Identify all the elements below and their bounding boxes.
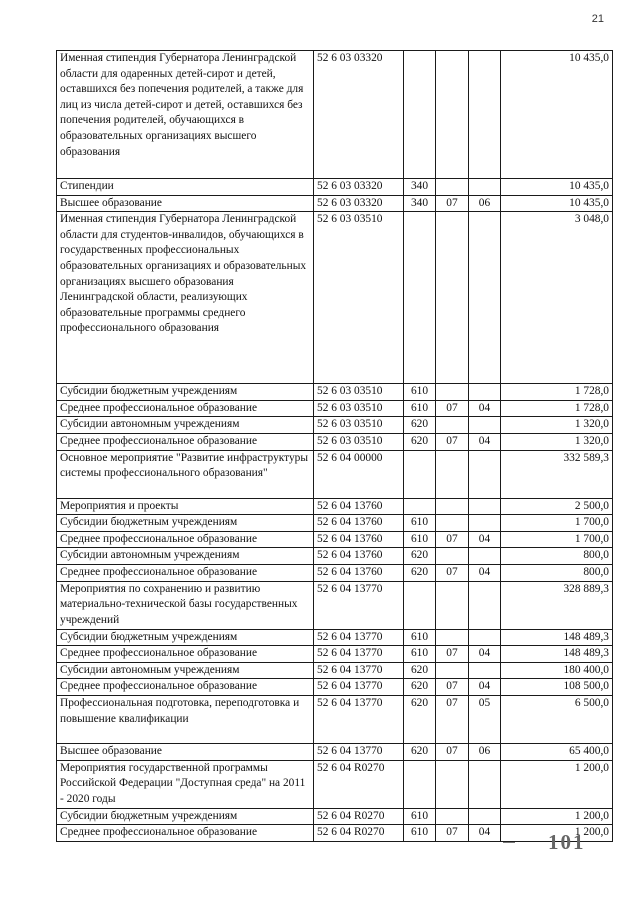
- cell-section: 07: [436, 825, 469, 842]
- cell-name: Мероприятия и проекты: [57, 498, 314, 515]
- cell-section: [436, 662, 469, 679]
- cell-target-article: 52 6 04 13760: [314, 531, 404, 548]
- cell-name: Субсидии автономным учреждениям: [57, 662, 314, 679]
- cell-subsection: 05: [469, 695, 501, 743]
- table-row: [57, 498, 613, 515]
- cell-target-article: 52 6 04 13760: [314, 548, 404, 565]
- cell-section: 07: [436, 679, 469, 696]
- cell-amount: 332 589,3: [501, 450, 613, 498]
- cell-name: Именная стипендия Губернатора Ленинградской области для студентов-инвалидов, обучающихся в государственных профессиональных образовательных организациях и образовательных организациях высшего образования Ленинградской области, реализующих образовательные программы среднего профессионального образования: [57, 212, 314, 384]
- cell-subsection: [469, 581, 501, 629]
- table-row: [57, 760, 613, 808]
- cell-subsection: [469, 629, 501, 646]
- cell-subsection: 04: [469, 825, 501, 842]
- cell-amount: 148 489,3: [501, 646, 613, 663]
- table-row: [57, 531, 613, 548]
- cell-section: 07: [436, 433, 469, 450]
- cell-target-article: 52 6 04 13770: [314, 743, 404, 760]
- cell-expense-type: 340: [404, 195, 436, 212]
- cell-amount: 10 435,0: [501, 51, 613, 179]
- cell-name: Стипендии: [57, 179, 314, 196]
- cell-section: [436, 51, 469, 179]
- cell-expense-type: 620: [404, 743, 436, 760]
- cell-amount: 800,0: [501, 564, 613, 581]
- cell-target-article: 52 6 04 13770: [314, 581, 404, 629]
- cell-section: [436, 450, 469, 498]
- cell-amount: 800,0: [501, 548, 613, 565]
- cell-target-article: 52 6 03 03320: [314, 179, 404, 196]
- cell-subsection: [469, 515, 501, 532]
- cell-name: Основное мероприятие "Развитие инфраструктуры системы профессионального образования": [57, 450, 314, 498]
- cell-name: Субсидии бюджетным учреждениям: [57, 629, 314, 646]
- cell-target-article: 52 6 04 13770: [314, 646, 404, 663]
- cell-section: 07: [436, 743, 469, 760]
- cell-section: 07: [436, 400, 469, 417]
- cell-section: [436, 212, 469, 384]
- cell-section: [436, 760, 469, 808]
- table-row: [57, 515, 613, 532]
- cell-name: Среднее профессиональное образование: [57, 679, 314, 696]
- cell-amount: 1 320,0: [501, 433, 613, 450]
- cell-expense-type: 620: [404, 695, 436, 743]
- stamp-number: 101: [548, 830, 586, 854]
- table-row: [57, 548, 613, 565]
- table-row: [57, 662, 613, 679]
- cell-expense-type: [404, 51, 436, 179]
- cell-amount: 328 889,3: [501, 581, 613, 629]
- table-row: [57, 195, 613, 212]
- cell-expense-type: [404, 450, 436, 498]
- cell-subsection: 04: [469, 646, 501, 663]
- table-row: [57, 564, 613, 581]
- cell-subsection: [469, 760, 501, 808]
- cell-subsection: 04: [469, 531, 501, 548]
- cell-section: 07: [436, 531, 469, 548]
- cell-section: 07: [436, 564, 469, 581]
- cell-amount: 2 500,0: [501, 498, 613, 515]
- cell-subsection: [469, 662, 501, 679]
- cell-amount: 1 700,0: [501, 515, 613, 532]
- cell-target-article: 52 6 04 R0270: [314, 825, 404, 842]
- table-row: [57, 51, 613, 179]
- cell-subsection: [469, 808, 501, 825]
- cell-amount: 65 400,0: [501, 743, 613, 760]
- cell-subsection: 04: [469, 400, 501, 417]
- cell-name: Субсидии бюджетным учреждениям: [57, 384, 314, 401]
- cell-name: Среднее профессиональное образование: [57, 646, 314, 663]
- cell-target-article: 52 6 03 03320: [314, 195, 404, 212]
- cell-name: Среднее профессиональное образование: [57, 400, 314, 417]
- table-row: [57, 450, 613, 498]
- cell-section: [436, 417, 469, 434]
- cell-subsection: [469, 548, 501, 565]
- cell-amount: 10 435,0: [501, 179, 613, 196]
- cell-amount: 1 728,0: [501, 400, 613, 417]
- cell-amount: 1 700,0: [501, 531, 613, 548]
- cell-expense-type: 610: [404, 515, 436, 532]
- budget-table: [56, 50, 613, 842]
- cell-section: [436, 179, 469, 196]
- cell-expense-type: 620: [404, 679, 436, 696]
- cell-target-article: 52 6 03 03320: [314, 51, 404, 179]
- cell-amount: 108 500,0: [501, 679, 613, 696]
- cell-expense-type: [404, 581, 436, 629]
- cell-expense-type: 610: [404, 400, 436, 417]
- table-row: [57, 695, 613, 743]
- cell-name: Среднее профессиональное образование: [57, 564, 314, 581]
- cell-target-article: 52 6 04 00000: [314, 450, 404, 498]
- cell-section: 07: [436, 195, 469, 212]
- cell-name: Именная стипендия Губернатора Ленинградской области для одаренных детей-сирот и детей, оставшихся без попечения родителей, а также для лиц из числа детей-сирот и детей, оставшихся без попечения родителей, обучающихся в образовательных организациях высшего образования: [57, 51, 314, 179]
- cell-subsection: [469, 450, 501, 498]
- table-row: [57, 417, 613, 434]
- cell-amount: 148 489,3: [501, 629, 613, 646]
- cell-section: [436, 629, 469, 646]
- cell-expense-type: 610: [404, 825, 436, 842]
- cell-target-article: 52 6 04 13760: [314, 564, 404, 581]
- cell-name: Профессиональная подготовка, переподготовка и повышение квалификации: [57, 695, 314, 743]
- table-row: [57, 433, 613, 450]
- cell-name: Мероприятия государственной программы Российской Федерации "Доступная среда" на 2011 - 2020 годы: [57, 760, 314, 808]
- table-row: [57, 743, 613, 760]
- table-row: [57, 179, 613, 196]
- cell-target-article: 52 6 03 03510: [314, 384, 404, 401]
- table-row: [57, 808, 613, 825]
- cell-expense-type: [404, 760, 436, 808]
- cell-target-article: 52 6 03 03510: [314, 433, 404, 450]
- table-row: [57, 679, 613, 696]
- cell-subsection: [469, 498, 501, 515]
- cell-amount: 1 728,0: [501, 384, 613, 401]
- cell-expense-type: 620: [404, 417, 436, 434]
- cell-expense-type: 610: [404, 629, 436, 646]
- cell-name: Среднее профессиональное образование: [57, 433, 314, 450]
- cell-subsection: [469, 51, 501, 179]
- cell-target-article: 52 6 03 03510: [314, 400, 404, 417]
- cell-target-article: 52 6 04 13760: [314, 498, 404, 515]
- page-number: 21: [591, 13, 604, 25]
- cell-subsection: 06: [469, 743, 501, 760]
- cell-expense-type: 610: [404, 531, 436, 548]
- cell-target-article: 52 6 04 13770: [314, 695, 404, 743]
- cell-subsection: [469, 384, 501, 401]
- cell-subsection: [469, 212, 501, 384]
- cell-expense-type: [404, 498, 436, 515]
- cell-expense-type: 620: [404, 548, 436, 565]
- cell-expense-type: [404, 212, 436, 384]
- cell-expense-type: 340: [404, 179, 436, 196]
- cell-section: [436, 808, 469, 825]
- cell-name: Субсидии бюджетным учреждениям: [57, 515, 314, 532]
- cell-amount: 3 048,0: [501, 212, 613, 384]
- cell-target-article: 52 6 04 13770: [314, 662, 404, 679]
- cell-amount: 1 200,0: [501, 825, 613, 842]
- cell-target-article: 52 6 04 R0270: [314, 760, 404, 808]
- cell-amount: 1 200,0: [501, 808, 613, 825]
- cell-subsection: [469, 417, 501, 434]
- cell-amount: 6 500,0: [501, 695, 613, 743]
- cell-amount: 1 320,0: [501, 417, 613, 434]
- cell-name: Высшее образование: [57, 195, 314, 212]
- cell-subsection: 04: [469, 564, 501, 581]
- cell-section: [436, 581, 469, 629]
- cell-target-article: 52 6 04 R0270: [314, 808, 404, 825]
- cell-section: [436, 548, 469, 565]
- cell-subsection: 06: [469, 195, 501, 212]
- cell-section: 07: [436, 646, 469, 663]
- cell-target-article: 52 6 04 13770: [314, 679, 404, 696]
- cell-amount: 180 400,0: [501, 662, 613, 679]
- cell-name: Субсидии автономным учреждениям: [57, 417, 314, 434]
- cell-expense-type: 620: [404, 662, 436, 679]
- cell-target-article: 52 6 04 13760: [314, 515, 404, 532]
- cell-target-article: 52 6 03 03510: [314, 212, 404, 384]
- cell-name: Высшее образование: [57, 743, 314, 760]
- scan-mark: [503, 842, 515, 843]
- table-row: [57, 581, 613, 629]
- cell-name: Мероприятия по сохранению и развитию материально-технической базы государственных учреждений: [57, 581, 314, 629]
- cell-expense-type: 620: [404, 433, 436, 450]
- cell-name: Субсидии бюджетным учреждениям: [57, 808, 314, 825]
- cell-name: Субсидии автономным учреждениям: [57, 548, 314, 565]
- cell-subsection: 04: [469, 433, 501, 450]
- table-row: [57, 400, 613, 417]
- cell-expense-type: 610: [404, 808, 436, 825]
- cell-section: 07: [436, 695, 469, 743]
- cell-name: Среднее профессиональное образование: [57, 531, 314, 548]
- cell-amount: 10 435,0: [501, 195, 613, 212]
- cell-section: [436, 498, 469, 515]
- cell-section: [436, 515, 469, 532]
- cell-subsection: 04: [469, 679, 501, 696]
- cell-subsection: [469, 179, 501, 196]
- cell-section: [436, 384, 469, 401]
- cell-target-article: 52 6 03 03510: [314, 417, 404, 434]
- table-row: [57, 825, 613, 842]
- table-row: [57, 646, 613, 663]
- budget-table-body: [57, 51, 613, 842]
- table-row: [57, 629, 613, 646]
- cell-expense-type: 610: [404, 384, 436, 401]
- cell-expense-type: 610: [404, 646, 436, 663]
- table-row: [57, 384, 613, 401]
- cell-target-article: 52 6 04 13770: [314, 629, 404, 646]
- table-row: [57, 212, 613, 384]
- cell-name: Среднее профессиональное образование: [57, 825, 314, 842]
- cell-amount: 1 200,0: [501, 760, 613, 808]
- cell-expense-type: 620: [404, 564, 436, 581]
